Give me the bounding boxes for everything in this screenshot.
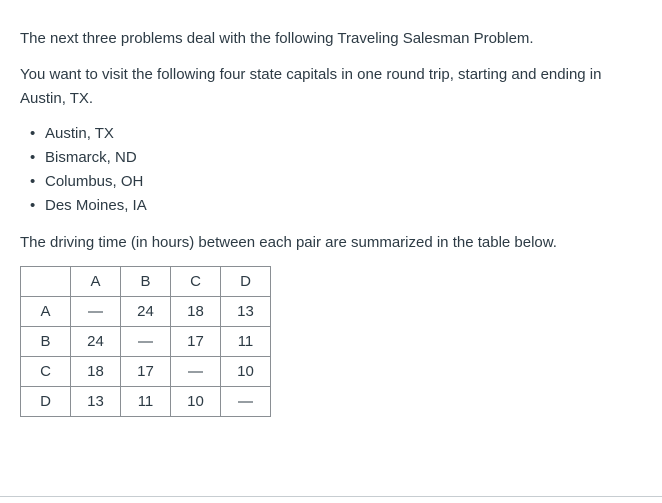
table-corner-cell: [21, 267, 71, 297]
bullet-icon: •: [30, 125, 36, 142]
list-item: [20, 146, 147, 170]
row-header: A: [21, 297, 71, 327]
capital-name: Des Moines, IA: [45, 197, 147, 214]
bullet-icon: •: [30, 173, 36, 190]
column-header: C: [171, 267, 221, 297]
table-cell: 10: [171, 387, 221, 417]
table-cell: 11: [121, 387, 171, 417]
table-header-row: [21, 267, 271, 297]
list-item: [20, 170, 147, 194]
table-cell: —: [71, 297, 121, 327]
capital-name: Bismarck, ND: [45, 149, 137, 166]
capital-name: Columbus, OH: [45, 173, 144, 190]
table-cell: 24: [71, 327, 121, 357]
table-cell: —: [221, 387, 271, 417]
table-row: [21, 357, 271, 387]
table-row: [21, 297, 271, 327]
bottom-divider: [0, 496, 662, 497]
list-item: [20, 122, 147, 146]
table-row: [21, 327, 271, 357]
table-cell: 10: [221, 357, 271, 387]
table-cell: 24: [121, 297, 171, 327]
table-cell: 13: [221, 297, 271, 327]
table-row: [21, 387, 271, 417]
list-item: [20, 194, 147, 218]
capitals-list: [20, 122, 147, 218]
bullet-icon: •: [30, 197, 36, 214]
table-cell: 18: [171, 297, 221, 327]
table-cell: 11: [221, 327, 271, 357]
capital-name: Austin, TX: [45, 125, 114, 142]
column-header: A: [71, 267, 121, 297]
row-header: C: [21, 357, 71, 387]
table-cell: —: [121, 327, 171, 357]
task-text: You want to visit the following four state capitals in one round trip, starting and ending in Austin, TX.: [20, 66, 602, 107]
table-cell: 13: [71, 387, 121, 417]
table-cell: 17: [171, 327, 221, 357]
row-header: D: [21, 387, 71, 417]
bullet-icon: •: [30, 149, 36, 166]
driving-time-table: [20, 266, 271, 417]
table-caption: The driving time (in hours) between each pair are summarized in the table below.: [20, 234, 557, 251]
column-header: B: [121, 267, 171, 297]
intro-text: The next three problems deal with the following Traveling Salesman Problem.: [20, 30, 534, 47]
table-cell: 17: [121, 357, 171, 387]
table-cell: —: [171, 357, 221, 387]
row-header: B: [21, 327, 71, 357]
column-header: D: [221, 267, 271, 297]
table-cell: 18: [71, 357, 121, 387]
